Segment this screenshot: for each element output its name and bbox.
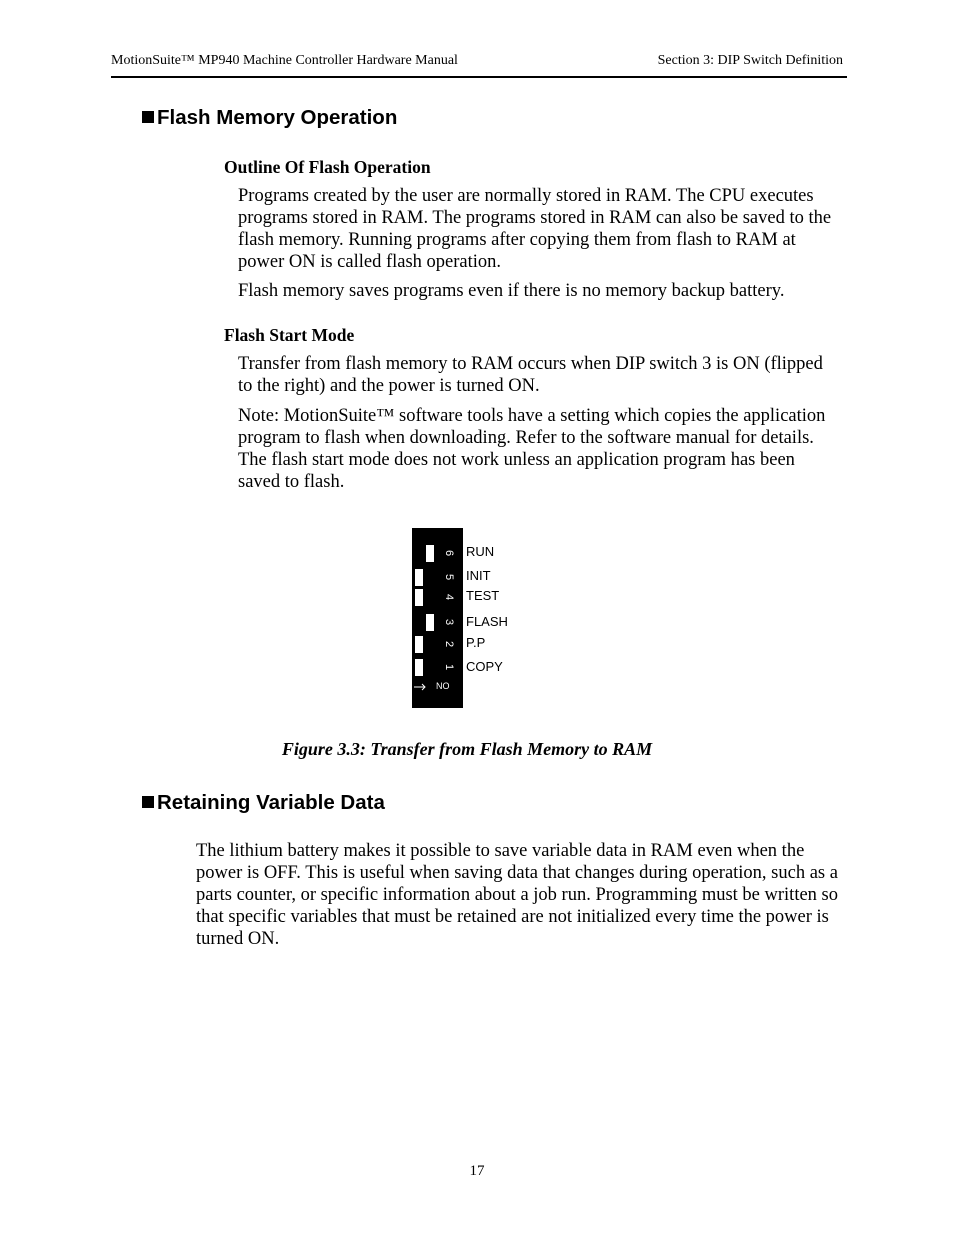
dip-switch-2-off	[415, 636, 423, 653]
subheading-flash-start: Flash Start Mode	[224, 325, 355, 345]
paragraph-outline-1: Programs created by the user are normally stored in RAM. The CPU executes programs stored in RAM. The programs stored in RAM can also be saved to the flash memory. Running programs after copying them from flash to RAM at power ON is called flash operation.	[238, 186, 832, 272]
dip-number-2: 2	[443, 640, 455, 648]
square-bullet-icon	[142, 796, 154, 808]
section-title-flash-memory	[142, 106, 397, 130]
dip-switch-1-off	[415, 659, 423, 676]
figure-caption: Figure 3.3: Transfer from Flash Memory to RAM	[281, 739, 653, 759]
paragraph-flash-start-2: Note: MotionSuite™ software tools have a setting which copies the application program to flash when downloading. Refer to the software manual for details. The flash start mode does not work unless an application program has been saved to flash.	[238, 406, 826, 492]
subheading-outline: Outline Of Flash Operation	[224, 157, 431, 177]
dip-label-init: INIT	[466, 568, 491, 583]
header-section-title: Section 3: DIP Switch Definition	[657, 53, 843, 68]
dip-switch-block	[412, 528, 463, 708]
square-bullet-icon	[142, 111, 154, 123]
header-manual-title: MotionSuite™ MP940 Machine Controller Hardware Manual	[111, 53, 458, 68]
arrow-right-icon	[413, 682, 427, 692]
dip-number-4: 4	[443, 593, 455, 601]
dip-number-3: 3	[443, 618, 455, 626]
dip-label-pp: P.P	[466, 635, 486, 650]
dip-label-copy: COPY	[466, 659, 503, 674]
dip-switch-5-off	[415, 569, 423, 586]
dip-label-run: RUN	[466, 544, 495, 559]
paragraph-outline-2: Flash memory saves programs even if there is no memory backup battery.	[238, 281, 785, 301]
dip-switch-6-on	[426, 545, 434, 562]
paragraph-retaining: The lithium battery makes it possible to save variable data in RAM even when the power is OFF. This is useful when saving data that changes during operation, such as a parts counter, or specific information about a job run. Programming must be written so that specific variables that must be retained are not initialized every time the power is turned ON.	[196, 841, 838, 949]
dip-number-1: 1	[443, 663, 455, 671]
dip-number-5: 5	[443, 573, 455, 581]
paragraph-flash-start-1: Transfer from flash memory to RAM occurs when DIP switch 3 is ON (flipped to the right) and the power is turned ON.	[238, 354, 823, 396]
section-title-retaining	[142, 791, 385, 815]
section-title-text: Retaining Variable Data	[157, 791, 385, 814]
page-number: 17	[469, 1163, 485, 1179]
dip-switch-3-on	[426, 614, 434, 631]
dip-switch-4-off	[415, 589, 423, 606]
dip-label-test: TEST	[466, 588, 500, 603]
section-title-text: Flash Memory Operation	[157, 106, 398, 129]
dip-label-flash: FLASH	[466, 614, 508, 629]
dip-number-6: 6	[443, 549, 455, 557]
page-header	[111, 52, 847, 78]
dip-no-label: NO	[436, 681, 450, 691]
